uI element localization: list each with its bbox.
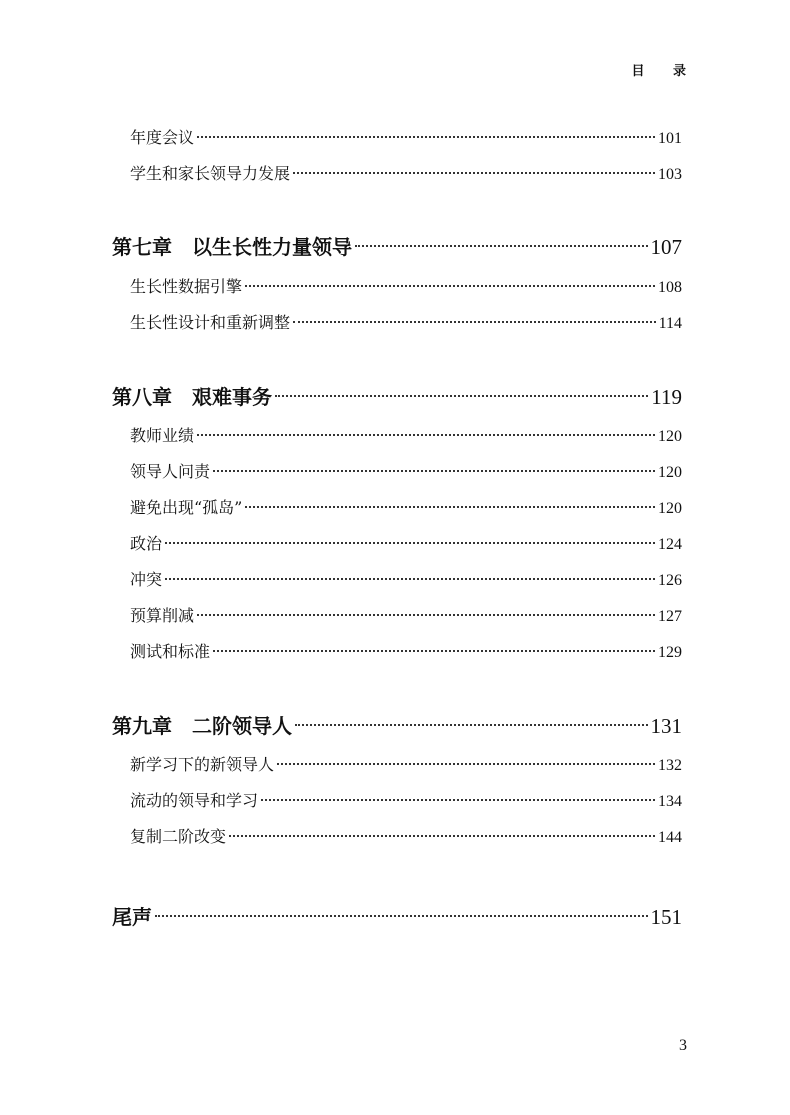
toc-entry[interactable] — [130, 531, 682, 554]
chapter-page: 119 — [651, 385, 682, 409]
toc-entry-title: 预算削减 — [130, 606, 195, 625]
chapter-title: 艰难事务 — [192, 385, 272, 409]
toc-entry-title: 冲突 — [130, 570, 163, 589]
chapter-page: 131 — [650, 714, 682, 738]
dot-leader — [165, 578, 655, 580]
dot-leader — [197, 614, 655, 616]
dot-leader — [245, 285, 655, 287]
toc-entry[interactable] — [130, 495, 682, 518]
chapter-number: 第九章 — [112, 714, 172, 738]
toc-entry[interactable] — [130, 423, 682, 446]
toc-entry[interactable] — [130, 567, 682, 590]
chapter-title: 二阶领导人 — [192, 714, 292, 738]
toc-entry-title: 生长性数据引擎 — [130, 277, 243, 296]
chapter-number: 第八章 — [112, 385, 172, 409]
toc-entry-page: 129 — [658, 644, 682, 661]
toc-entry-title: 新学习下的新领导人 — [130, 755, 275, 774]
page-number: 3 — [679, 1037, 687, 1054]
chapter-number: 第七章 — [112, 235, 172, 259]
dot-leader — [355, 245, 648, 247]
toc-entry-page: 103 — [658, 166, 682, 183]
toc-entry[interactable] — [130, 125, 682, 148]
toc-entry-title: 生长性设计和重新调整 — [130, 313, 291, 332]
toc-entry-page: 124 — [658, 536, 682, 553]
toc-entry-page: 134 — [658, 793, 682, 810]
chapter-page: 107 — [650, 235, 682, 259]
dot-leader — [261, 799, 655, 801]
toc-entry-page: 126 — [658, 572, 682, 589]
toc-entry[interactable] — [130, 639, 682, 662]
toc-entry-title: 学生和家长领导力发展 — [130, 164, 291, 183]
toc-entry-page: 127 — [658, 608, 682, 625]
epilogue-title: 尾声 — [112, 905, 152, 929]
toc-chapter[interactable] — [112, 710, 682, 739]
dot-leader — [165, 542, 655, 544]
toc-entry[interactable] — [130, 310, 682, 333]
toc-entry-page: 120 — [658, 500, 682, 517]
toc-entry[interactable] — [130, 788, 682, 811]
dot-leader — [155, 915, 648, 917]
toc-entry-title: 复制二阶改变 — [130, 827, 227, 846]
toc-entry[interactable] — [130, 752, 682, 775]
chapter-title: 以生长性力量领导 — [192, 235, 352, 259]
dot-leader — [295, 724, 648, 726]
toc-chapter[interactable] — [112, 231, 682, 260]
dot-leader — [245, 506, 655, 508]
running-header: 目 录 — [631, 64, 698, 79]
dot-leader — [197, 136, 655, 138]
toc-entry-page: 132 — [658, 757, 682, 774]
toc-entry-title: 政治 — [130, 534, 163, 553]
epilogue-page: 151 — [650, 905, 682, 929]
toc-entry[interactable] — [130, 603, 682, 626]
toc-entry[interactable] — [130, 274, 682, 297]
toc-entry-page: 108 — [658, 279, 682, 296]
dot-leader — [213, 650, 655, 652]
toc-entry-title: 年度会议 — [130, 128, 195, 147]
toc-entry-page: 114 — [658, 315, 682, 332]
toc-entry-title: 测试和标准 — [130, 642, 211, 661]
toc-entry-title: 教师业绩 — [130, 426, 195, 445]
toc-entry-page: 120 — [658, 428, 682, 445]
dot-leader — [293, 321, 656, 323]
toc-entry-page: 120 — [658, 464, 682, 481]
toc-entry-page: 144 — [658, 829, 682, 846]
toc-entry[interactable] — [130, 824, 682, 847]
dot-leader — [229, 835, 655, 837]
toc-chapter[interactable] — [112, 381, 682, 410]
toc-epilogue[interactable] — [112, 901, 682, 930]
toc-entry-title: 流动的领导和学习 — [130, 791, 259, 810]
toc-entry[interactable] — [130, 161, 682, 184]
toc-entry[interactable] — [130, 459, 682, 482]
dot-leader — [197, 434, 655, 436]
dot-leader — [293, 172, 655, 174]
toc-entry-page: 101 — [658, 130, 682, 147]
dot-leader — [277, 763, 655, 765]
toc-entry-title: 领导人问责 — [130, 462, 211, 481]
toc-entry-title: 避免出现“孤岛” — [130, 498, 243, 517]
dot-leader — [213, 470, 655, 472]
dot-leader — [275, 395, 648, 397]
